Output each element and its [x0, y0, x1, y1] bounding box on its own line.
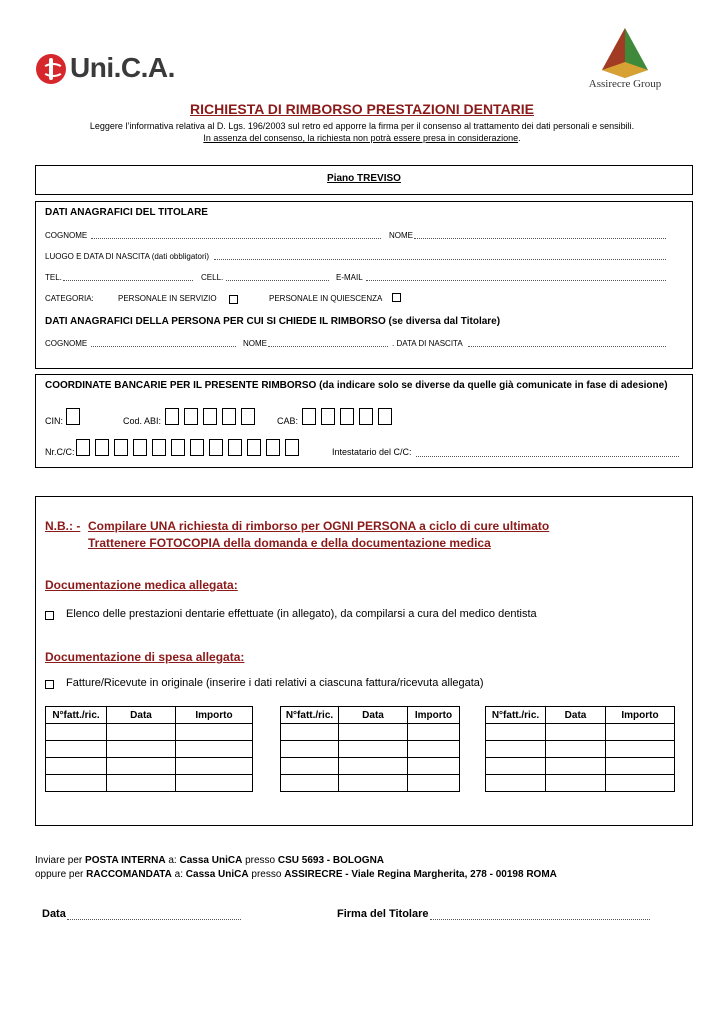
intestatario-label: Intestatario del C/C: — [332, 447, 412, 457]
ncc-cell[interactable] — [114, 439, 128, 456]
intestatario-field[interactable] — [416, 456, 679, 457]
cin-cell[interactable] — [66, 408, 80, 425]
caduceus-icon — [36, 54, 66, 84]
privacy-note: Leggere l’informativa relativa al D. Lgs. 196/2003 sul retro ed apporre la firma per il consenso al trattamento dei dati personali e sensibili. — [89, 121, 635, 131]
footer-posta-interna: POSTA INTERNA — [85, 855, 166, 866]
footer-line2-e: presso — [248, 869, 285, 880]
footer-line2-c: a: — [171, 869, 186, 880]
table-cell[interactable] — [339, 758, 408, 775]
persona-data-field[interactable] — [468, 346, 666, 347]
ncc-cell[interactable] — [76, 439, 90, 456]
table-cell[interactable] — [281, 741, 339, 758]
firma-signature-field[interactable] — [430, 919, 650, 920]
doc-spesa-checkbox[interactable] — [45, 680, 54, 689]
ncc-cell[interactable] — [228, 439, 242, 456]
fatture-table — [280, 706, 460, 792]
quiescenza-checkbox[interactable] — [392, 293, 401, 302]
bancarie-section — [35, 374, 693, 468]
col-data: Data — [107, 707, 176, 724]
email-field[interactable] — [366, 280, 666, 281]
page-title: RICHIESTA DI RIMBORSO PRESTAZIONI DENTARIE — [189, 101, 535, 117]
cognome-field[interactable] — [91, 238, 381, 239]
ncc-cell[interactable] — [266, 439, 280, 456]
persona-nome-label: NOME — [243, 339, 267, 348]
consent-note-text: In assenza del consenso, la richiesta non potrà essere presa in considerazione — [203, 133, 519, 143]
pyramid-icon — [580, 26, 670, 80]
ncc-cell[interactable] — [190, 439, 204, 456]
table-cell[interactable] — [408, 758, 460, 775]
cin-label: CIN: — [45, 416, 63, 426]
table-cell[interactable] — [176, 724, 253, 741]
table-cell[interactable] — [339, 724, 408, 741]
titolare-heading: DATI ANAGRAFICI DEL TITOLARE — [45, 207, 208, 218]
fatture-table — [485, 706, 675, 792]
abi-cell[interactable] — [241, 408, 255, 425]
table-cell[interactable] — [107, 724, 176, 741]
table-cell[interactable] — [107, 741, 176, 758]
persona-cognome-label: COGNOME — [45, 339, 88, 348]
ncc-cell[interactable] — [152, 439, 166, 456]
tel-label: TEL. — [45, 273, 62, 282]
footer-line2 — [35, 869, 557, 880]
doc-spesa-item: Fatture/Ricevute in originale (inserire i dati relativi a ciascuna fattura/ricevuta allegata) — [66, 677, 484, 689]
col-nfatt: N°fatt./ric. — [46, 707, 107, 724]
luogo-field[interactable] — [214, 259, 666, 260]
ncc-cell[interactable] — [285, 439, 299, 456]
footer-line1-a: Inviare per — [35, 855, 86, 866]
consent-note-end: . — [518, 133, 521, 143]
cell-label: CELL. — [201, 273, 224, 282]
luogo-label: LUOGO E DATA DI NASCITA (dati obbligatori) — [45, 252, 210, 261]
quiescenza-label: PERSONALE IN QUIESCENZA — [269, 294, 383, 303]
cab-cell[interactable] — [321, 408, 335, 425]
table-cell[interactable] — [281, 758, 339, 775]
footer-line1-c: a: — [165, 855, 180, 866]
cab-cell[interactable] — [340, 408, 354, 425]
cab-cell[interactable] — [302, 408, 316, 425]
persona-heading: DATI ANAGRAFICI DELLA PERSONA PER CUI SI CHIEDE IL RIMBORSO (se diversa dal Titolare) — [45, 316, 501, 327]
unica-logo — [36, 52, 175, 88]
ncc-cell[interactable] — [95, 439, 109, 456]
table-cell[interactable] — [486, 741, 546, 758]
ncc-cell[interactable] — [133, 439, 147, 456]
cab-cell[interactable] — [378, 408, 392, 425]
assirecre-brand: Assirecre Group — [588, 78, 662, 90]
col-data: Data — [339, 707, 408, 724]
table-cell[interactable] — [486, 724, 546, 741]
categoria-label: CATEGORIA: — [45, 294, 94, 303]
col-nfatt: N°fatt./ric. — [486, 707, 546, 724]
cab-label: CAB: — [277, 416, 299, 426]
table-cell[interactable] — [46, 775, 107, 792]
table-cell[interactable] — [107, 758, 176, 775]
col-importo: Importo — [408, 707, 460, 724]
cab-cell[interactable] — [359, 408, 373, 425]
footer-cassa-2: Cassa UniCA — [185, 869, 249, 880]
fatture-table — [45, 706, 253, 792]
col-data: Data — [546, 707, 606, 724]
table-cell[interactable] — [606, 775, 675, 792]
table-cell[interactable] — [176, 758, 253, 775]
nome-label: NOME — [389, 231, 413, 240]
ncc-cell[interactable] — [171, 439, 185, 456]
titolare-section — [35, 201, 693, 369]
footer-cassa-1: Cassa UniCA — [179, 855, 243, 866]
data-signature-field[interactable] — [67, 919, 241, 920]
table-cell[interactable] — [408, 775, 460, 792]
nome-field[interactable] — [414, 238, 666, 239]
ncc-label: Nr.C/C: — [45, 447, 75, 457]
table-cell[interactable] — [606, 724, 675, 741]
table-cell[interactable] — [486, 775, 546, 792]
table-cell[interactable] — [408, 724, 460, 741]
abi-cell[interactable] — [203, 408, 217, 425]
servizio-checkbox[interactable] — [229, 295, 238, 304]
abi-label: Cod. ABI: — [123, 416, 162, 426]
bancarie-heading: COORDINATE BANCARIE PER IL PRESENTE RIMBORSO (da indicare solo se diverse da quelle già comunicate in fase di adesione) — [45, 380, 668, 391]
table-cell[interactable] — [281, 724, 339, 741]
table-cell[interactable] — [606, 741, 675, 758]
table-cell[interactable] — [176, 775, 253, 792]
documentazione-section — [35, 496, 693, 826]
persona-cognome-field[interactable] — [91, 346, 236, 347]
plan-label: Piano TREVISO — [327, 173, 401, 184]
consent-note — [0, 133, 724, 143]
unica-logo-text: Uni.C.A. — [70, 52, 175, 83]
table-cell[interactable] — [339, 741, 408, 758]
footer-raccomandata: RACCOMANDATA — [86, 869, 172, 880]
email-label: E-MAIL — [336, 273, 363, 282]
table-cell[interactable] — [46, 741, 107, 758]
assirecre-logo — [580, 26, 670, 94]
table-cell[interactable] — [176, 741, 253, 758]
table-cell[interactable] — [46, 758, 107, 775]
tel-field[interactable] — [63, 280, 193, 281]
firma-label: Firma del Titolare — [337, 908, 429, 920]
table-cell[interactable] — [546, 758, 606, 775]
cell-field[interactable] — [226, 280, 329, 281]
nb-line1: Compilare UNA richiesta di rimborso per OGNI PERSONA a ciclo di cure ultimato — [88, 519, 550, 533]
footer-line2-a: oppure per — [35, 869, 87, 880]
ncc-cell[interactable] — [247, 439, 261, 456]
table-cell[interactable] — [546, 775, 606, 792]
col-importo: Importo — [606, 707, 675, 724]
table-cell[interactable] — [46, 724, 107, 741]
doc-medica-heading: Documentazione medica allegata: — [45, 578, 238, 592]
table-cell[interactable] — [339, 775, 408, 792]
servizio-label: PERSONALE IN SERVIZIO — [118, 294, 217, 303]
doc-spesa-heading: Documentazione di spesa allegata: — [45, 650, 245, 664]
doc-medica-item: Elenco delle prestazioni dentarie effettuate (in allegato), da compilarsi a cura del medico dentista — [66, 608, 537, 620]
cognome-label: COGNOME — [45, 231, 88, 240]
doc-medica-checkbox[interactable] — [45, 611, 54, 620]
plan-box — [35, 165, 693, 195]
table-cell[interactable] — [281, 775, 339, 792]
footer-csu: CSU 5693 - BOLOGNA — [277, 855, 385, 866]
col-importo: Importo — [176, 707, 253, 724]
abi-cell[interactable] — [165, 408, 179, 425]
footer-line1-e: presso — [242, 855, 278, 866]
footer-assirecre-address: ASSIRECRE - Viale Regina Margherita, 278 - 00198 ROMA — [284, 869, 557, 880]
persona-nome-field[interactable] — [268, 346, 388, 347]
data-label: Data — [42, 908, 66, 920]
col-nfatt: N°fatt./ric. — [281, 707, 339, 724]
persona-data-label: . DATA DI NASCITA — [392, 339, 463, 348]
table-cell[interactable] — [546, 724, 606, 741]
table-cell[interactable] — [408, 741, 460, 758]
table-cell[interactable] — [486, 758, 546, 775]
table-cell[interactable] — [546, 741, 606, 758]
footer-line1 — [35, 855, 384, 866]
table-cell[interactable] — [606, 758, 675, 775]
abi-cell[interactable] — [222, 408, 236, 425]
abi-cell[interactable] — [184, 408, 198, 425]
ncc-cell[interactable] — [209, 439, 223, 456]
table-cell[interactable] — [107, 775, 176, 792]
nb-prefix: N.B.: - — [45, 519, 81, 533]
nb-line2: Trattenere FOTOCOPIA della domanda e della documentazione medica — [88, 536, 491, 550]
